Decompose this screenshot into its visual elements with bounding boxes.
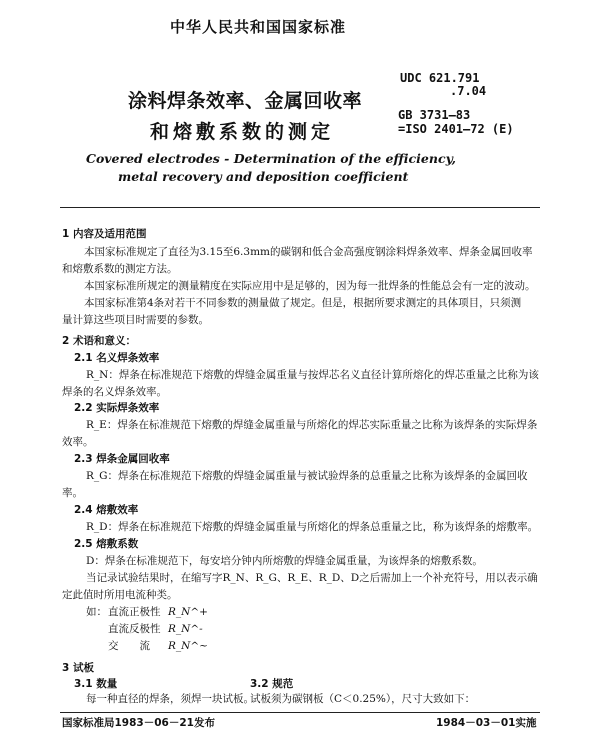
example-label-dc-negative: 直流反极性: [108, 623, 161, 635]
header-divider: [60, 207, 540, 208]
title-line-1: 涂料焊条效率、金属回收率: [128, 90, 363, 112]
udc-line-2: .7.04: [450, 84, 487, 98]
section-1-heading: 1 内容及适用范围: [62, 228, 147, 240]
section-3-2-heading: 3.2 规范: [250, 678, 294, 690]
issued-date: 国家标准局1983－06－21发布: [62, 717, 215, 729]
english-title-line-2: metal recovery and deposition coefficient: [118, 169, 409, 184]
example-symbol-dc-positive: R_N^+: [168, 606, 208, 618]
section-2-5-heading: 2.5 熔敷系数: [74, 538, 139, 550]
udc-line-1: UDC 621.791: [400, 71, 480, 85]
section-1-paragraph-3a: 本国家标准第4条对若干不同参数的测量做了规定。但是，根据所要求测定的具体项目，只须测: [84, 297, 522, 309]
section-2-4-heading: 2.4 熔敷效率: [74, 504, 139, 516]
english-title: [86, 150, 456, 186]
section-2-heading: 2 术语和意义：: [62, 335, 136, 347]
section-1-paragraph-2: 本国家标准所规定的测量精度在实际应用中是足够的，因为每一批焊条的性能总会有一定的波动。: [84, 280, 536, 292]
example-label-ac: 交 流: [108, 640, 150, 652]
gb-line-2: =ISO 2401—72 (E): [398, 122, 514, 136]
example-symbol-ac: R_N^~: [168, 640, 208, 652]
udc-code: [400, 72, 486, 98]
section-2-5-line-a: D：焊条在标准规范下，每安培分钟内所熔敷的焊缝金属重量，为该焊条的熔敷系数。: [86, 555, 483, 567]
section-2-5-line-c: 定此值时所用电流种类。: [62, 589, 178, 601]
section-2-5-line-b: 当记录试验结果时，在缩写字R_N、R_G、R_E、R_D、D之后需加上一个补充符号，用以表示确: [86, 572, 538, 584]
gb-line-1: GB 3731—83: [398, 108, 471, 122]
section-2-1-line-a: R_N：焊条在标准规范下熔敷的焊缝金属重量与按焊芯名义直径计算所熔化的焊芯重量之比称为该: [86, 369, 539, 381]
example-prefix: 如：: [86, 606, 107, 618]
section-2-1-line-b: 焊条的名义焊条效率。: [62, 386, 167, 398]
section-1-paragraph-3b: 量计算这些项目时需要的参数。: [62, 314, 209, 326]
gb-code: [398, 108, 514, 136]
section-3-1-line-a: 每一种直径的焊条，须焊一块试板。: [86, 693, 254, 705]
section-3-2-line-a: 试板须为碳钢板（C＜0.25%），尺寸大致如下：: [250, 693, 476, 705]
section-2-3-line-a: R_G：焊条在标准规范下熔敷的焊缝金属重量与被试验焊条的总重量之比称为该焊条的金属回收: [86, 470, 528, 482]
section-2-1-heading: 2.1 名义焊条效率: [74, 352, 160, 364]
section-3-1-heading: 3.1 数量: [74, 678, 118, 690]
title-line-2: 和熔敷系数的测定: [150, 121, 335, 143]
example-symbol-dc-negative: R_N^-: [168, 623, 203, 635]
example-label-dc-positive: 直流正极性: [108, 606, 161, 618]
english-title-line-1: Covered electrodes - Determination of the efficiency,: [86, 151, 456, 166]
section-2-2-line-a: R_E：焊条在标准规范下熔敷的焊缝金属重量与所熔化的焊芯实际重量之比称为该焊条的实际焊条: [86, 419, 538, 431]
section-2-3-heading: 2.3 焊条金属回收率: [74, 453, 170, 465]
section-1-paragraph-1a: 本国家标准规定了直径为3.15至6.3mm的碳钢和低合金高强度钢涂料焊条效率、焊条金属回收率: [84, 246, 533, 258]
section-2-3-line-b: 率。: [62, 487, 83, 499]
section-3-heading: 3 试板: [62, 662, 94, 674]
section-2-2-line-b: 效率。: [62, 436, 94, 448]
section-2-4-line-a: R_D：焊条在标准规范下熔敷的焊缝金属重量与所熔化的焊条总重量之比，称为该焊条的熔敷率。: [86, 521, 539, 533]
footer-divider: [60, 712, 540, 713]
section-2-2-heading: 2.2 实际焊条效率: [74, 402, 160, 414]
section-1-paragraph-1b: 和熔敷系数的测定方法。: [62, 263, 178, 275]
national-standard-label: 中华人民共和国国家标准: [170, 18, 347, 36]
effective-date: 1984－03－01实施: [436, 717, 537, 729]
